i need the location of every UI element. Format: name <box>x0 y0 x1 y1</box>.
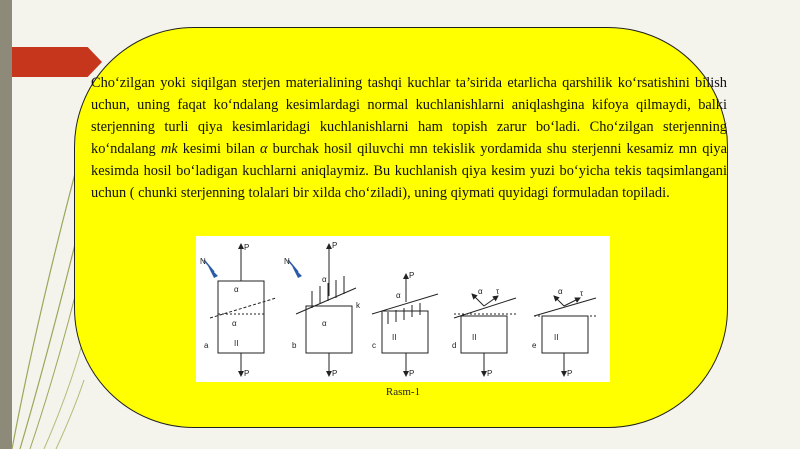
text-part-3: burchak hosil qiluvchi mn tekislik yordamida shu sterjenni kesamiz mn qiya kesimda hosil bo‘ladigan kuchlarni aniqlaymiz. Bu kuchlanish qiya kesim yuzi bo‘yicha tekis taqsimlangani uchun ( chunki sterjenning tolalari bir xilda cho‘ziladi), uning qiymati quyidagi formuladan topiladi. <box>91 141 727 201</box>
label-p-b-bottom: P <box>332 369 338 378</box>
label-tau-e: τ <box>580 289 584 298</box>
label-p-d-bottom: P <box>487 369 493 378</box>
label-p-c-bottom: P <box>409 369 415 378</box>
figure-rasm-1 <box>196 236 610 382</box>
label-k-b: k <box>356 301 360 310</box>
label-c: c <box>372 341 376 350</box>
text-part-1: Cho‘zilgan yoki siqilgan sterjen materialining tashqi kuchlar ta’sirida etarlicha qarshilik ko‘rsatishini bilish uchun, uning faqat ko‘ndalang kesimlardagi normal kuchlanishlarni aniqlashgina kifoya qilmaydi, balki sterjenning turli qiya kesimlaridagi kuchlanishlarni ham topish zarur bo‘ladi. Cho‘zilgan sterjenning ko‘ndalang <box>91 75 727 157</box>
label-tau-d: τ <box>496 287 500 296</box>
alpha-symbol: α <box>259 141 268 157</box>
label-p-b: P <box>332 241 338 250</box>
label-p-a-bottom: P <box>244 369 250 378</box>
text-part-2: kesimi bilan <box>182 141 255 157</box>
label-n-a: N <box>200 257 206 266</box>
label-ii-e: II <box>554 333 559 342</box>
label-d: d <box>452 341 457 350</box>
label-ii-d: II <box>472 333 477 342</box>
title-tab <box>12 47 102 77</box>
figure-caption: Rasm-1 <box>385 386 421 398</box>
label-p-c: P <box>409 271 415 280</box>
label-alpha-d: α <box>478 287 483 296</box>
beam-stress-diagram <box>196 236 610 382</box>
label-p-a: P <box>244 243 250 252</box>
label-ii-a: II <box>234 339 239 348</box>
label-a: a <box>204 341 209 350</box>
mk-symbol: mk <box>160 141 178 157</box>
label-ii-c: II <box>392 333 397 342</box>
label-alpha-e: α <box>558 287 563 296</box>
body-paragraph <box>91 72 727 204</box>
label-alpha-a2: α <box>232 319 237 328</box>
label-e: e <box>532 341 537 350</box>
label-alpha-b: α <box>322 275 327 284</box>
label-alpha-b2: α <box>322 319 327 328</box>
label-b: b <box>292 341 297 350</box>
label-alpha-a: α <box>234 285 239 294</box>
label-p-e-bottom: P <box>567 369 573 378</box>
label-n-b: N <box>284 257 290 266</box>
label-alpha-c: α <box>396 291 401 300</box>
